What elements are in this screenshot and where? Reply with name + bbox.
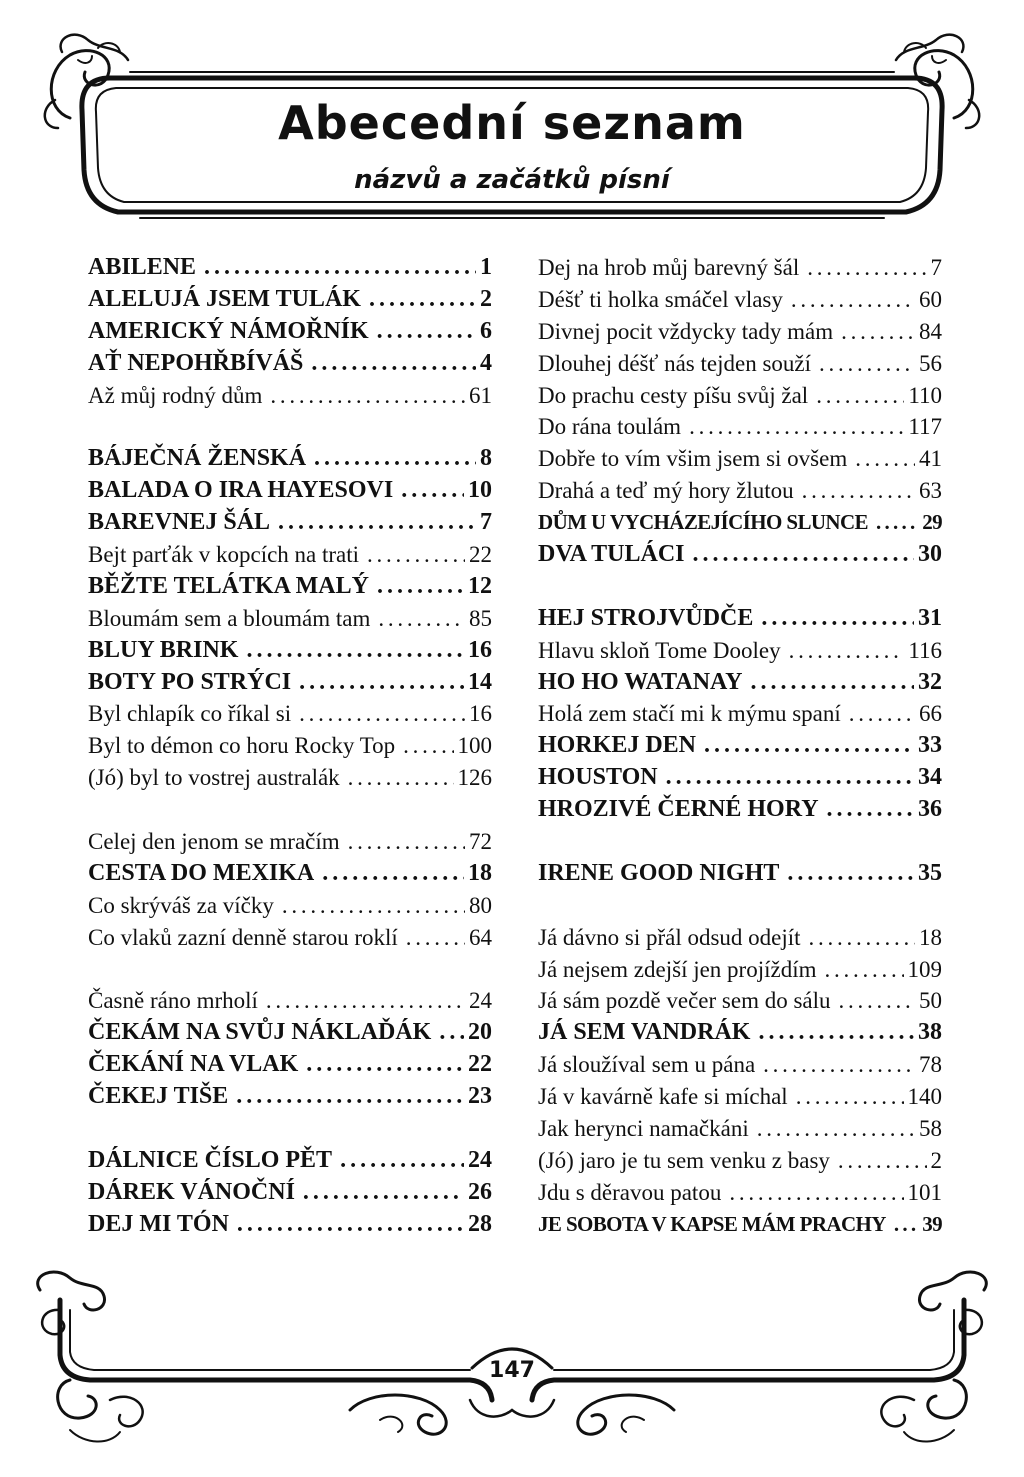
index-entry (88, 603, 492, 635)
page-ref: 2 (480, 285, 492, 312)
dot-leader (278, 507, 476, 539)
song-title: ČEKÁM NA SVŮJ NÁKLAĎÁK (88, 1019, 432, 1046)
song-title: Do prachu cesty píšu svůj žal (538, 382, 809, 408)
page-ref: 109 (907, 956, 942, 982)
song-title: BAREVNEJ ŠÁL (88, 509, 271, 536)
index-entry (538, 475, 942, 507)
page-ref: 29 (922, 510, 942, 535)
index-entry (88, 826, 492, 858)
page-ref: 35 (918, 859, 942, 886)
page-ref: 78 (919, 1052, 942, 1078)
song-title: Časně ráno mrholí (88, 988, 258, 1014)
dot-leader (314, 443, 476, 475)
dot-leader (378, 603, 465, 635)
song-title: ČEKÁNÍ NA VLAK (88, 1051, 299, 1078)
index-entry (538, 1017, 942, 1049)
dot-leader (809, 922, 915, 954)
dot-leader (758, 1017, 914, 1049)
dot-leader (377, 316, 476, 348)
page-ref: 34 (918, 764, 942, 791)
song-title: HORKEJ DEN (538, 732, 697, 759)
song-title: AMERICKÝ NÁMOŘNÍK (88, 317, 369, 344)
page-ref: 100 (457, 733, 492, 759)
song-title: Jdu s děravou patou (538, 1179, 722, 1205)
page-ref: 117 (908, 414, 942, 440)
page-ref: 84 (919, 318, 942, 344)
song-title: Byl chlapík co říkal si (88, 701, 292, 727)
dot-leader (729, 1177, 903, 1209)
page-ref: 22 (469, 542, 492, 568)
page-ref: 14 (468, 668, 492, 695)
dot-leader (439, 1017, 464, 1049)
page-ref: 24 (469, 988, 492, 1014)
page-ref: 31 (918, 604, 942, 631)
index-entry (88, 443, 492, 475)
song-title: BOTY PO STRÝCI (88, 668, 292, 695)
song-title: Hlavu skloň Tome Dooley (538, 637, 781, 663)
index-entry (538, 380, 942, 412)
dot-leader (246, 635, 464, 667)
dot-leader (876, 507, 918, 539)
song-title: ALELUJÁ JSEM TULÁK (88, 285, 361, 312)
song-title: DŮM U VYCHÁZEJÍCÍHO SLUNCE (538, 510, 868, 535)
song-title: Holá zem stačí mi k mýmu spaní (538, 701, 841, 727)
page-ref: 126 (457, 765, 492, 791)
dot-leader (807, 252, 926, 284)
song-title: BLUY BRINK (88, 636, 239, 663)
dot-leader (750, 667, 914, 699)
dot-leader (855, 443, 915, 475)
index-entry (88, 667, 492, 699)
song-title: (Jó) byl to vostrej australák (88, 765, 340, 791)
page-ref: 41 (919, 446, 942, 472)
page-ref: 23 (468, 1083, 492, 1110)
dot-leader (824, 954, 903, 986)
page-ref: 4 (480, 349, 492, 376)
index-entry (88, 1049, 492, 1081)
dot-leader (406, 922, 465, 954)
dot-leader (204, 252, 476, 284)
page-ref: 22 (468, 1051, 492, 1078)
section-spacer (88, 1113, 492, 1145)
index-entry (538, 284, 942, 316)
index-entry (538, 954, 942, 986)
page-ref: 30 (918, 541, 942, 568)
right-index-column (538, 252, 942, 1241)
song-title: Dlouhej déšť nás tejden souží (538, 350, 811, 376)
song-title: Co vlaků zazní denně starou roklí (88, 924, 398, 950)
left-index-column (88, 252, 492, 1241)
page-ref: 38 (918, 1019, 942, 1046)
song-title: Já v kavárně kafe si míchal (538, 1084, 788, 1110)
song-title: ABILENE (88, 254, 197, 280)
page-ref: 6 (480, 317, 492, 344)
dot-leader (237, 1209, 464, 1241)
song-title: Já sloužíval sem u pána (538, 1052, 756, 1078)
dot-leader (403, 730, 453, 762)
index-entry (88, 1017, 492, 1049)
index-title: Abecední seznam (278, 96, 746, 150)
dot-leader (816, 380, 904, 412)
index-entry (538, 316, 942, 348)
song-title: Já dávno si přál odsud odejít (538, 924, 801, 950)
index-entry (538, 730, 942, 762)
dot-leader (789, 635, 905, 667)
dot-leader (266, 985, 465, 1017)
page-ref: 2 (930, 1147, 942, 1173)
page-ref: 26 (468, 1178, 492, 1205)
index-entry (88, 284, 492, 316)
page-ref: 16 (469, 701, 492, 727)
song-title: DVA TULÁCI (538, 541, 685, 568)
song-title: Bejt parťák v kopcích na trati (88, 542, 360, 568)
song-title: BĚŽTE TELÁTKA MALÝ (88, 572, 369, 599)
page-ref: 116 (908, 637, 942, 663)
dot-leader (827, 794, 914, 826)
index-entry (538, 539, 942, 571)
page-ref: 18 (468, 859, 492, 886)
index-entry (88, 635, 492, 667)
song-title: Až můj rodný dům (88, 382, 263, 408)
page-ref: 140 (907, 1084, 942, 1110)
section-spacer (538, 890, 942, 922)
page-ref: 16 (468, 636, 492, 663)
page-ref: 24 (468, 1146, 492, 1173)
song-title: Dej na hrob můj barevný šál (538, 255, 800, 280)
dot-leader (839, 985, 915, 1017)
dot-leader (303, 1177, 464, 1209)
song-title: BÁJEČNÁ ŽENSKÁ (88, 445, 307, 472)
page-ref: 56 (919, 350, 942, 376)
song-title: Já nejsem zdejší jen projíždím (538, 956, 817, 982)
index-entry (538, 1177, 942, 1209)
song-title: Dobře to vím všim jsem si ovšem (538, 446, 848, 472)
section-spacer (538, 826, 942, 858)
index-entry (88, 348, 492, 380)
index-entry (538, 1209, 942, 1241)
index-entry (88, 1177, 492, 1209)
page-ref: 39 (922, 1211, 942, 1236)
dot-leader (299, 667, 464, 699)
song-title: AŤ NEPOHŘBÍVÁŠ (88, 349, 304, 376)
dot-leader (322, 858, 464, 890)
dot-leader (348, 762, 454, 794)
index-entry (88, 1145, 492, 1177)
song-title: JÁ SEM VANDRÁK (538, 1019, 751, 1046)
song-title: HEJ STROJVŮDČE (538, 604, 754, 631)
index-entry (538, 443, 942, 475)
song-title: BALADA O IRA HAYESOVI (88, 477, 394, 504)
index-entry (538, 794, 942, 826)
dot-leader (340, 1145, 464, 1177)
index-entry (538, 667, 942, 699)
dot-leader (236, 1081, 464, 1113)
page-ref: 12 (468, 572, 492, 599)
index-entry (88, 858, 492, 890)
dot-leader (377, 571, 464, 603)
index-entry (88, 571, 492, 603)
dot-leader (367, 539, 465, 571)
index-entry (88, 890, 492, 922)
index-entry (88, 1209, 492, 1241)
song-title: Já sám pozdě večer sem do sálu (538, 988, 831, 1014)
page-ref: 63 (919, 478, 942, 504)
index-entry (88, 762, 492, 794)
index-entry (538, 922, 942, 954)
song-title: JE SOBOTA V KAPSE MÁM PRACHY (538, 1211, 886, 1236)
index-entry (538, 1081, 942, 1113)
page-number: 147 (489, 1358, 535, 1383)
song-title: (Jó) jaro je tu sem venku z basy (538, 1147, 830, 1173)
dot-leader (282, 890, 465, 922)
index-entry (538, 858, 942, 890)
index-entry (538, 348, 942, 380)
page-ref: 64 (469, 924, 492, 950)
dot-leader (299, 698, 465, 730)
dot-leader (791, 284, 915, 316)
index-entry (538, 635, 942, 667)
index-entry (538, 985, 942, 1017)
index-entry (538, 1113, 942, 1145)
song-title: CESTA DO MEXIKA (88, 859, 315, 886)
page-ref: 7 (930, 255, 942, 280)
dot-leader (348, 826, 465, 858)
index-entry (538, 698, 942, 730)
index-entry (88, 539, 492, 571)
index-entry (88, 380, 492, 412)
dot-leader (849, 698, 915, 730)
index-entry (88, 698, 492, 730)
index-entry (538, 1049, 942, 1081)
dot-leader (796, 1081, 904, 1113)
page-ref: 10 (468, 477, 492, 504)
index-entry (538, 252, 942, 284)
song-title: HO HO WATANAY (538, 668, 743, 695)
index-entry (538, 411, 942, 443)
page-ref: 1 (480, 254, 492, 280)
index-subtitle: názvů a začátků písní (354, 165, 670, 195)
song-title: ČEKEJ TIŠE (88, 1083, 229, 1110)
dot-leader (689, 411, 904, 443)
page-ref: 36 (918, 796, 942, 823)
dot-leader (401, 475, 464, 507)
song-title: HROZIVÉ ČERNÉ HORY (538, 796, 819, 823)
dot-leader (704, 730, 914, 762)
page-ref: 7 (480, 509, 492, 536)
dot-leader (787, 858, 914, 890)
page-ref: 101 (907, 1179, 942, 1205)
page-ref: 72 (469, 829, 492, 855)
page-ref: 66 (919, 701, 942, 727)
index-entry (538, 603, 942, 635)
section-spacer (88, 954, 492, 986)
song-title: Drahá a teď mý hory žlutou (538, 478, 794, 504)
song-title: Byl to démon co horu Rocky Top (88, 733, 396, 759)
index-entry (538, 507, 942, 539)
index-entry (88, 730, 492, 762)
section-spacer (88, 411, 492, 443)
song-title: Jak herynci namačkáni (538, 1116, 749, 1142)
dot-leader (270, 380, 465, 412)
dot-leader (841, 316, 915, 348)
index-entry (88, 1081, 492, 1113)
song-title: Co skrýváš za víčky (88, 892, 274, 918)
index-entry (88, 922, 492, 954)
index-entry (538, 762, 942, 794)
section-spacer (88, 794, 492, 826)
dot-leader (693, 539, 915, 571)
dot-leader (306, 1049, 464, 1081)
page-ref: 58 (919, 1116, 942, 1142)
song-title: IRENE GOOD NIGHT (538, 859, 780, 886)
page-ref: 28 (468, 1210, 492, 1237)
song-title: DÁREK VÁNOČNÍ (88, 1178, 295, 1205)
dot-leader (894, 1209, 918, 1241)
page-ref: 18 (919, 924, 942, 950)
song-title: HOUSTON (538, 764, 658, 791)
dot-leader (763, 1049, 915, 1081)
page-ref: 20 (468, 1019, 492, 1046)
song-title: Déšť ti holka smáčel vlasy (538, 286, 783, 312)
dot-leader (838, 1145, 927, 1177)
page-ref: 50 (919, 988, 942, 1014)
page-ref: 33 (918, 732, 942, 759)
index-entry (538, 1145, 942, 1177)
dot-leader (802, 475, 915, 507)
song-title: Celej den jenom se mračím (88, 829, 340, 855)
section-spacer (538, 571, 942, 603)
index-entry (88, 316, 492, 348)
page-ref: 32 (918, 668, 942, 695)
dot-leader (311, 348, 476, 380)
page-ref: 8 (480, 445, 492, 472)
index-entry (88, 507, 492, 539)
index-entry (88, 475, 492, 507)
song-title: Divnej pocit vždycky tady mám (538, 318, 834, 344)
song-title: DEJ MI TÓN (88, 1210, 229, 1237)
song-title: DÁLNICE ČÍSLO PĚT (88, 1146, 333, 1173)
dot-leader (819, 348, 915, 380)
page-ref: 60 (919, 286, 942, 312)
index-entry (88, 985, 492, 1017)
index-entry (88, 252, 492, 284)
page-ref: 85 (469, 605, 492, 631)
song-title: Bloumám sem a bloumám tam (88, 605, 371, 631)
page-ref: 61 (469, 382, 492, 408)
song-title: Do rána toulám (538, 414, 682, 440)
dot-leader (369, 284, 476, 316)
page-ref: 80 (469, 892, 492, 918)
dot-leader (757, 1113, 915, 1145)
dot-leader (666, 762, 914, 794)
page-ref: 110 (908, 382, 942, 408)
dot-leader (761, 603, 914, 635)
